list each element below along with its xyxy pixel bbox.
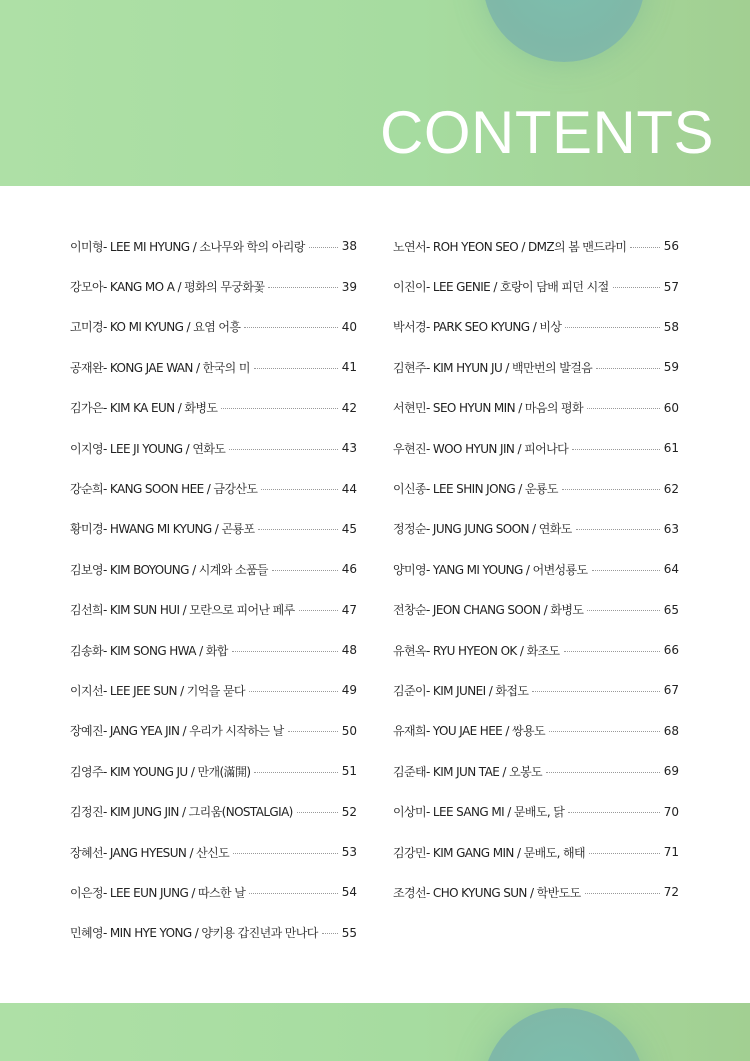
toc-entry-title: 양미영- YANG MI YOUNG / 어변성룡도 [393,562,588,577]
toc-entry[interactable] [70,388,357,428]
toc-right-column [393,226,679,913]
page-title: CONTENTS [380,99,714,166]
dotted-leader [229,449,337,450]
toc-entry-page: 38 [341,239,357,254]
dotted-leader [546,772,660,773]
toc-entry[interactable] [70,226,357,266]
toc-entry-title: 노연서- ROH YEON SEO / DMZ의 봄 맨드라미 [393,239,627,254]
toc-entry[interactable] [393,266,679,306]
toc-entry-page: 53 [341,845,357,860]
toc-entry-title: 이상미- LEE SANG MI / 문배도, 닭 [393,805,565,820]
toc-entry-page: 62 [663,481,679,496]
toc-entry-page: 42 [341,400,357,415]
toc-entry-page: 70 [663,804,679,819]
toc-entry[interactable] [393,832,679,872]
dotted-leader [221,408,337,409]
dotted-leader [564,651,660,652]
toc-entry-title: 김강민- KIM GANG MIN / 문배도, 해태 [393,845,586,860]
dotted-leader [322,933,338,934]
dotted-leader [268,287,337,288]
toc-entry[interactable] [70,549,357,589]
toc-entry[interactable] [70,347,357,387]
toc-entry-title: 강순희- KANG SOON HEE / 금강산도 [70,482,258,497]
toc-entry-page: 48 [341,643,357,658]
toc-entry-title: 장혜선- JANG HYESUN / 산신도 [70,845,230,860]
toc-entry-page: 45 [341,521,357,536]
toc-entry[interactable] [393,388,679,428]
dotted-leader [288,731,338,732]
toc-entry-page: 60 [663,400,679,415]
dotted-leader [297,812,338,813]
toc-entry-page: 50 [341,723,357,738]
toc-entry-page: 57 [663,279,679,294]
toc-entry-page: 43 [341,441,357,456]
toc-entry-title: 공재완- KONG JAE WAN / 한국의 미 [70,360,250,375]
dotted-leader [261,489,337,490]
dotted-leader [592,570,660,571]
toc-entry-page: 49 [341,683,357,698]
dotted-leader [576,529,660,530]
toc-entry-title: 이미형- LEE MI HYUNG / 소나무와 학의 아리랑 [70,239,305,254]
toc-entry-page: 72 [663,885,679,900]
toc-entry-page: 69 [663,764,679,779]
toc-left-column [70,226,357,953]
dotted-leader [572,449,660,450]
decorative-circle [483,1008,645,1061]
toc-entry[interactable] [70,670,357,710]
dotted-leader [232,651,338,652]
toc-entry-page: 58 [663,319,679,334]
toc-entry[interactable] [393,711,679,751]
dotted-leader [254,772,337,773]
toc-entry-page: 41 [341,360,357,375]
toc-entry-page: 61 [663,441,679,456]
toc-entry-page: 65 [663,602,679,617]
toc-entry-title: 이은정- LEE EUN JUNG / 따스한 날 [70,885,246,900]
toc-entry-page: 47 [341,602,357,617]
toc-entry-title: 이진이- LEE GENIE / 호랑이 담배 피던 시절 [393,280,609,295]
toc-entry-title: 정정순- JUNG JUNG SOON / 연화도 [393,522,572,537]
toc-entry-page: 71 [663,845,679,860]
toc-entry-title: 김준태- KIM JUN TAE / 오봉도 [393,764,543,779]
toc-entry-title: 서현민- SEO HYUN MIN / 마음의 평화 [393,401,584,416]
toc-entry-page: 44 [341,481,357,496]
dotted-leader [258,529,337,530]
dotted-leader [613,287,660,288]
toc-entry-page: 66 [663,643,679,658]
dotted-leader [309,247,338,248]
toc-entry-page: 46 [341,562,357,577]
toc-entry-title: 장예진- JANG YEA JIN / 우리가 시작하는 날 [70,724,284,739]
toc-entry[interactable] [70,872,357,912]
dotted-leader [568,812,659,813]
toc-entry-page: 56 [663,239,679,254]
toc-entry-page: 59 [663,360,679,375]
toc-entry[interactable] [393,791,679,831]
toc-entry-page: 63 [663,521,679,536]
decorative-circle [483,0,645,62]
toc-entry-title: 이지영- LEE JI YOUNG / 연화도 [70,441,226,456]
toc-entry[interactable] [70,630,357,670]
dotted-leader [299,610,338,611]
dotted-leader [589,853,660,854]
toc-entry[interactable] [70,509,357,549]
toc-entry[interactable] [70,428,357,468]
toc-entry[interactable] [70,751,357,791]
dotted-leader [254,368,338,369]
toc-entry[interactable] [70,791,357,831]
toc-entry[interactable] [393,751,679,791]
toc-entry[interactable] [70,913,357,953]
dotted-leader [532,691,659,692]
toc-entry-page: 64 [663,562,679,577]
dotted-leader [587,610,659,611]
toc-entry-title: 고미경- KO MI KYUNG / 요염 어흥 [70,320,241,335]
dotted-leader [249,691,338,692]
dotted-leader [549,731,660,732]
toc-entry-title: 김현주- KIM HYUN JU / 백만번의 발걸음 [393,360,593,375]
toc-entry-title: 황미경- HWANG MI KYUNG / 곤룡포 [70,522,255,537]
toc-entry-title: 유현옥- RYU HYEON OK / 화조도 [393,643,560,658]
dotted-leader [244,327,337,328]
toc-entry[interactable] [70,468,357,508]
toc-entry-title: 김정진- KIM JUNG JIN / 그리움(NOSTALGIA) [70,805,293,820]
toc-entry-page: 39 [341,279,357,294]
toc-entry[interactable] [393,590,679,630]
dotted-leader [596,368,660,369]
toc-entry[interactable] [393,872,679,912]
toc-entry-title: 김준이- KIM JUNEI / 화접도 [393,683,529,698]
toc-entry[interactable] [393,549,679,589]
toc-entry-title: 이신종- LEE SHIN JONG / 운룡도 [393,482,558,497]
toc-entry-page: 67 [663,683,679,698]
toc-entry[interactable] [70,590,357,630]
toc-entry-title: 김선희- KIM SUN HUI / 모란으로 피어난 페루 [70,603,295,618]
toc-entry[interactable] [393,226,679,266]
dotted-leader [272,570,338,571]
toc-entry-page: 55 [341,925,357,940]
dotted-leader [565,327,659,328]
dotted-leader [630,247,659,248]
dotted-leader [585,893,660,894]
dotted-leader [562,489,660,490]
toc-entry[interactable] [70,832,357,872]
toc-entry-title: 김송화- KIM SONG HWA / 화합 [70,643,228,658]
toc-entry-title: 박서경- PARK SEO KYUNG / 비상 [393,320,562,335]
toc-entry[interactable] [393,670,679,710]
toc-entry[interactable] [393,509,679,549]
toc-entry-title: 강모아- KANG MO A / 평화의 무궁화꽃 [70,280,265,295]
dotted-leader [233,853,338,854]
toc-entry[interactable] [393,307,679,347]
footer-band [0,1003,750,1061]
toc-entry-title: 김가은- KIM KA EUN / 화병도 [70,401,218,416]
toc-entry[interactable] [393,630,679,670]
toc-entry[interactable] [393,428,679,468]
toc-entry-title: 우현진- WOO HYUN JIN / 피어나다 [393,441,569,456]
toc-entry[interactable] [393,468,679,508]
toc-entry-title: 유재희- YOU JAE HEE / 쌍용도 [393,724,546,739]
toc-entry-page: 68 [663,723,679,738]
toc-entry[interactable] [70,711,357,751]
toc-entry-title: 전창순- JEON CHANG SOON / 화병도 [393,603,584,618]
toc-entry[interactable] [70,266,357,306]
toc-entry[interactable] [70,307,357,347]
toc-entry-page: 52 [341,804,357,819]
dotted-leader [249,893,338,894]
toc-entry[interactable] [393,347,679,387]
toc-entry-page: 54 [341,885,357,900]
toc-entry-page: 40 [341,319,357,334]
toc-entry-title: 민혜영- MIN HYE YONG / 양키용 갑진년과 만나다 [70,926,318,941]
toc-entry-title: 이지선- LEE JEE SUN / 기억을 묻다 [70,683,245,698]
toc-entry-title: 조경선- CHO KYUNG SUN / 학반도도 [393,885,581,900]
toc-entry-page: 51 [341,764,357,779]
toc-entry-title: 김영주- KIM YOUNG JU / 만개(滿開) [70,764,251,779]
dotted-leader [587,408,660,409]
toc-entry-title: 김보영- KIM BOYOUNG / 시계와 소품들 [70,562,268,577]
